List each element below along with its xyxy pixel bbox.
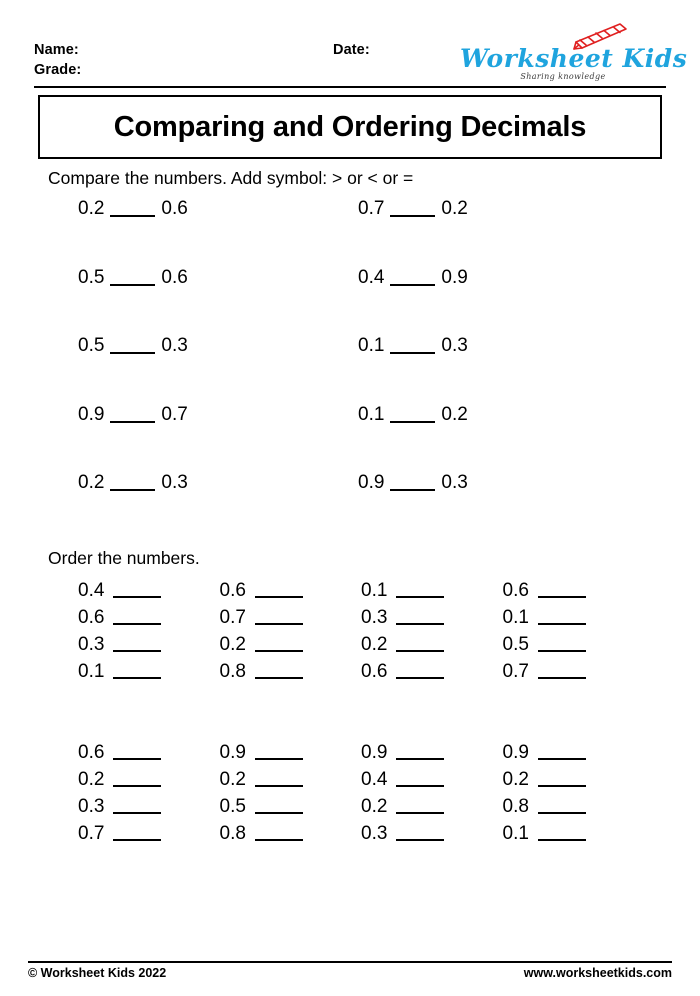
order-value: 0.1 <box>502 823 529 844</box>
operand-right: 0.3 <box>161 472 188 493</box>
header-divider <box>34 86 666 88</box>
order-item <box>220 634 362 661</box>
answer-blank[interactable] <box>113 769 161 787</box>
answer-blank[interactable] <box>113 742 161 760</box>
order-item <box>78 580 220 607</box>
order-item <box>503 607 645 634</box>
answer-blank[interactable] <box>255 580 303 598</box>
order-value: 0.5 <box>502 634 529 655</box>
compare-problem <box>78 404 358 473</box>
footer-divider <box>28 961 672 963</box>
answer-blank[interactable] <box>255 796 303 814</box>
answer-blank[interactable] <box>396 634 444 652</box>
order-value: 0.3 <box>78 796 105 817</box>
order-value: 0.7 <box>502 661 529 682</box>
order-value: 0.7 <box>219 607 246 628</box>
order-item <box>220 769 362 796</box>
order-value: 0.2 <box>502 769 529 790</box>
compare-row <box>78 267 638 336</box>
answer-blank[interactable] <box>255 661 303 679</box>
answer-blank[interactable] <box>113 823 161 841</box>
order-value: 0.7 <box>78 823 105 844</box>
answer-blank[interactable] <box>110 267 155 286</box>
order-value: 0.4 <box>78 580 105 601</box>
order-item <box>78 661 220 688</box>
compare-row <box>78 404 638 473</box>
order-item <box>78 769 220 796</box>
answer-blank[interactable] <box>113 607 161 625</box>
answer-blank[interactable] <box>390 198 435 217</box>
order-item <box>78 634 220 661</box>
order-value: 0.1 <box>78 661 105 682</box>
answer-blank[interactable] <box>113 580 161 598</box>
order-value: 0.2 <box>361 796 388 817</box>
order-item <box>361 661 503 688</box>
compare-problem <box>78 267 358 336</box>
operand-left: 0.2 <box>78 198 105 219</box>
compare-instruction: Compare the numbers. Add symbol: > or < or = <box>48 168 414 188</box>
operand-right: 0.9 <box>441 266 468 288</box>
compare-row <box>78 472 638 541</box>
order-item <box>503 796 645 823</box>
compare-problem <box>358 198 638 267</box>
logo-tagline-text: Sharing knowledge <box>520 72 606 81</box>
answer-blank[interactable] <box>538 607 586 625</box>
order-value: 0.2 <box>361 634 388 655</box>
order-item <box>220 661 362 688</box>
operand-left: 0.5 <box>78 335 105 356</box>
order-item <box>361 769 503 796</box>
compare-problem <box>358 335 638 404</box>
order-value: 0.6 <box>78 742 105 763</box>
order-item <box>220 742 362 769</box>
order-value: 0.1 <box>502 607 529 628</box>
operand-right: 0.2 <box>441 403 468 425</box>
compare-problems <box>78 198 638 541</box>
order-item <box>503 580 645 607</box>
answer-blank[interactable] <box>255 769 303 787</box>
order-item <box>361 607 503 634</box>
answer-blank[interactable] <box>396 742 444 760</box>
answer-blank[interactable] <box>390 267 435 286</box>
operand-right: 0.7 <box>161 403 188 425</box>
answer-blank[interactable] <box>396 661 444 679</box>
order-item <box>503 634 645 661</box>
order-group <box>503 580 645 688</box>
order-problems-row-2 <box>78 742 644 850</box>
operand-left: 0.1 <box>358 403 385 425</box>
answer-blank[interactable] <box>538 823 586 841</box>
title-box <box>38 95 662 159</box>
order-value: 0.3 <box>361 607 388 628</box>
answer-blank[interactable] <box>396 580 444 598</box>
order-item <box>78 742 220 769</box>
answer-blank[interactable] <box>396 823 444 841</box>
compare-problem <box>358 267 638 336</box>
order-item <box>361 796 503 823</box>
answer-blank[interactable] <box>255 607 303 625</box>
operand-right: 0.2 <box>441 198 468 219</box>
order-value: 0.3 <box>78 634 105 655</box>
operand-right: 0.3 <box>441 472 468 493</box>
copyright-text: © Worksheet Kids 2022 <box>28 966 167 980</box>
operand-right: 0.6 <box>161 266 188 288</box>
order-value: 0.2 <box>219 769 246 790</box>
order-group <box>220 580 362 688</box>
order-value: 0.8 <box>219 661 246 682</box>
order-item <box>503 661 645 688</box>
compare-problem <box>78 198 358 267</box>
page-title: Comparing and Ordering Decimals <box>113 110 587 143</box>
order-item <box>220 796 362 823</box>
order-item <box>220 607 362 634</box>
operand-left: 0.9 <box>358 472 385 493</box>
order-value: 0.4 <box>361 769 388 790</box>
order-value: 0.6 <box>361 661 388 682</box>
order-group <box>78 580 220 688</box>
order-item <box>503 742 645 769</box>
operand-left: 0.9 <box>78 403 105 425</box>
answer-blank[interactable] <box>390 404 435 423</box>
answer-blank[interactable] <box>110 472 155 491</box>
order-problems-row-1 <box>78 580 644 688</box>
order-value: 0.9 <box>502 742 529 763</box>
date-field-label: Date: <box>333 42 370 58</box>
order-value: 0.6 <box>78 607 105 628</box>
answer-blank[interactable] <box>390 335 435 354</box>
answer-blank[interactable] <box>113 634 161 652</box>
order-value: 0.5 <box>219 796 246 817</box>
order-value: 0.6 <box>219 580 246 601</box>
compare-problem <box>78 335 358 404</box>
operand-left: 0.2 <box>78 472 105 493</box>
operand-left: 0.1 <box>358 335 385 356</box>
answer-blank[interactable] <box>538 580 586 598</box>
operand-right: 0.3 <box>161 335 188 356</box>
order-group <box>503 742 645 850</box>
operand-right: 0.3 <box>441 335 468 356</box>
operand-left: 0.5 <box>78 266 105 288</box>
operand-left: 0.4 <box>358 266 385 288</box>
worksheet-header <box>34 34 688 86</box>
order-value: 0.9 <box>219 742 246 763</box>
order-value: 0.8 <box>219 823 246 844</box>
order-item <box>361 742 503 769</box>
grade-field-label: Grade: <box>34 62 82 78</box>
order-item <box>361 823 503 850</box>
order-item <box>503 823 645 850</box>
order-item <box>78 796 220 823</box>
compare-problem <box>358 404 638 473</box>
answer-blank[interactable] <box>396 796 444 814</box>
order-value: 0.2 <box>219 634 246 655</box>
logo-brand-text: Worksheet Kids <box>460 44 688 73</box>
operand-right: 0.6 <box>161 198 188 219</box>
worksheet-kids-logo <box>460 24 688 86</box>
answer-blank[interactable] <box>113 661 161 679</box>
operand-left: 0.7 <box>358 198 385 219</box>
answer-blank[interactable] <box>538 661 586 679</box>
order-group <box>361 580 503 688</box>
order-item <box>78 823 220 850</box>
answer-blank[interactable] <box>538 742 586 760</box>
answer-blank[interactable] <box>396 769 444 787</box>
answer-blank[interactable] <box>255 823 303 841</box>
name-field-label: Name: <box>34 42 79 58</box>
answer-blank[interactable] <box>110 404 155 423</box>
order-item <box>361 580 503 607</box>
order-group <box>361 742 503 850</box>
compare-problem <box>78 472 358 541</box>
order-value: 0.1 <box>361 580 388 601</box>
compare-row <box>78 335 638 404</box>
order-group <box>78 742 220 850</box>
answer-blank[interactable] <box>110 198 155 217</box>
answer-blank[interactable] <box>538 634 586 652</box>
order-item <box>220 580 362 607</box>
order-value: 0.3 <box>361 823 388 844</box>
order-group <box>220 742 362 850</box>
order-item <box>220 823 362 850</box>
order-item <box>361 634 503 661</box>
order-instruction: Order the numbers. <box>48 548 200 568</box>
order-value: 0.9 <box>361 742 388 763</box>
answer-blank[interactable] <box>390 472 435 491</box>
answer-blank[interactable] <box>538 796 586 814</box>
worksheet-footer <box>28 966 672 980</box>
answer-blank[interactable] <box>113 796 161 814</box>
answer-blank[interactable] <box>255 742 303 760</box>
compare-problem <box>358 472 638 541</box>
compare-row <box>78 198 638 267</box>
answer-blank[interactable] <box>396 607 444 625</box>
answer-blank[interactable] <box>538 769 586 787</box>
answer-blank[interactable] <box>255 634 303 652</box>
order-value: 0.6 <box>502 580 529 601</box>
order-item <box>503 769 645 796</box>
order-value: 0.2 <box>78 769 105 790</box>
order-item <box>78 607 220 634</box>
website-link[interactable]: www.worksheetkids.com <box>523 966 672 980</box>
order-value: 0.8 <box>502 796 529 817</box>
answer-blank[interactable] <box>110 335 155 354</box>
